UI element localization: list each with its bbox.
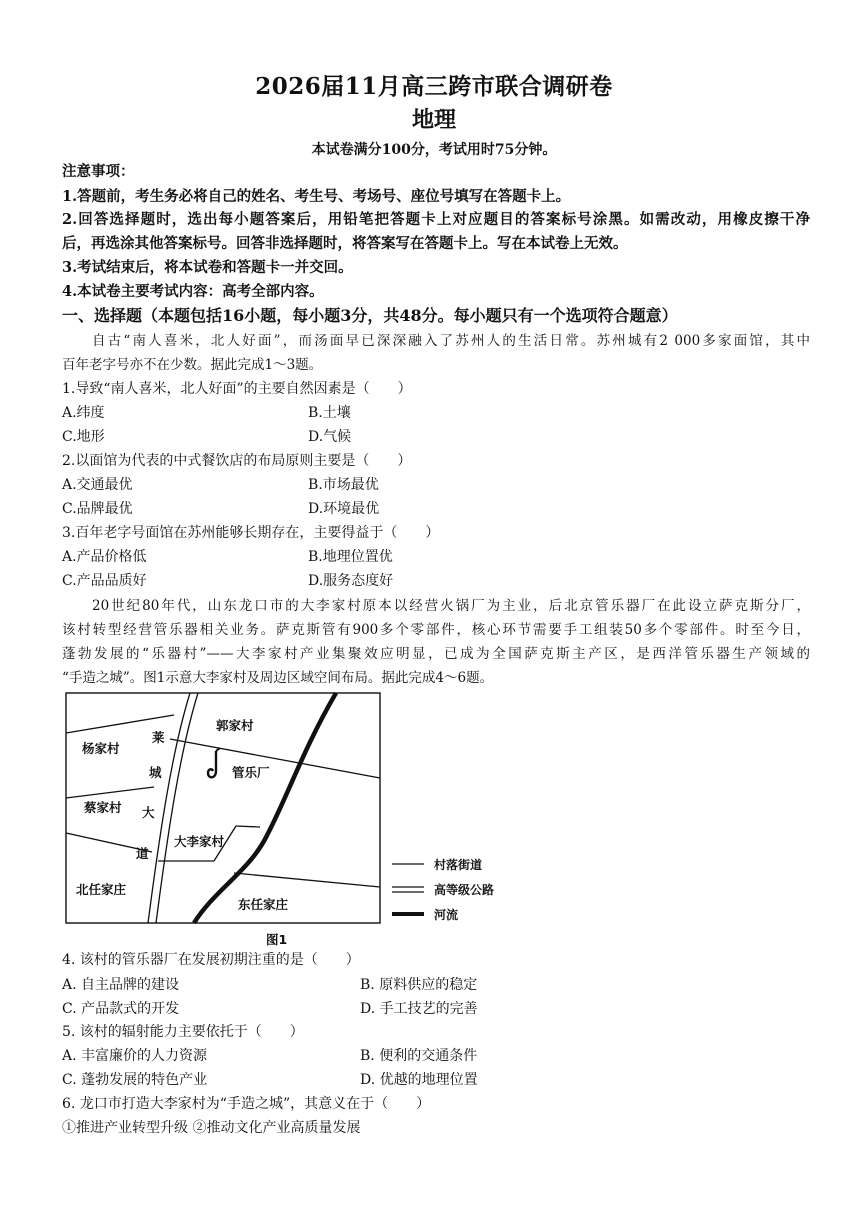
legend-label: 河流 — [434, 908, 459, 922]
figure-caption: 图1 — [266, 932, 288, 947]
q6-statements: ①推进产业转型升级 ②推动文化产业高质量发展 — [62, 1120, 361, 1136]
option[interactable]: C.地形 — [62, 429, 105, 445]
road-char: 城 — [149, 765, 162, 780]
option[interactable]: C. 蓬勃发展的特色产业 — [62, 1072, 208, 1088]
passage-line: 蓬勃发展的“乐器村”——大李家村产业集聚效应明显，已成为全国萨克斯主产区，是西洋管乐器生产领域的 — [62, 646, 810, 662]
note-item: 1.答题前，考生务必将自己的姓名、考生号、考场号、座位号填写在答题卡上。 — [62, 188, 571, 205]
option[interactable]: A.纬度 — [62, 405, 105, 421]
village-map — [64, 691, 500, 927]
option[interactable]: B. 原料供应的稳定 — [360, 977, 478, 993]
place-label: 蔡家村 — [84, 800, 122, 815]
option[interactable]: C.产品品质好 — [62, 573, 147, 589]
option[interactable]: D. 手工技艺的完善 — [360, 1001, 478, 1017]
street-line — [66, 787, 154, 798]
option[interactable]: C. 产品款式的开发 — [62, 1001, 180, 1017]
option[interactable]: B.市场最优 — [308, 477, 379, 493]
street-line — [170, 739, 380, 778]
note-item: 后，再选涂其他答案标号。回答非选择题时，将答案写在答题卡上。写在本试卷上无效。 — [62, 235, 628, 252]
question-stem: 5. 该村的辐射能力主要依托于（ ） — [62, 1024, 304, 1040]
question-stem: 6. 龙口市打造大李家村为“手造之城”，其意义在于（ ） — [62, 1096, 431, 1112]
place-label: 北任家庄 — [76, 882, 127, 897]
subject-title: 地理 — [411, 107, 456, 133]
question-stem: 4. 该村的管乐器厂在发展初期注重的是（ ） — [62, 952, 360, 968]
option[interactable]: C.品牌最优 — [62, 501, 133, 517]
note-item: 3.考试结束后，将本试卷和答题卡一并交回。 — [62, 259, 353, 276]
option[interactable]: B.地理位置优 — [308, 549, 393, 565]
legend-label: 村落街道 — [434, 858, 483, 872]
place-label: 郭家村 — [216, 718, 254, 733]
passage-line: 该村转型经营管乐器相关业务。萨克斯管有900多个零部件，核心环节需要手工组装50多个零部件。时至今日， — [62, 622, 810, 638]
notes-heading: 注意事项： — [62, 163, 135, 180]
exam-title: 2026届11月高三跨市联合调研卷 — [255, 73, 613, 100]
passage-line: “手造之城”。图1示意大李家村及周边区域空间布局。据此完成4～6题。 — [62, 670, 494, 686]
option[interactable]: A. 丰富廉价的人力资源 — [62, 1048, 208, 1064]
place-label: 杨家村 — [82, 741, 120, 756]
saxophone-icon — [208, 748, 220, 777]
option[interactable]: A. 自主品牌的建设 — [62, 977, 180, 993]
place-label: 大李家村 — [174, 834, 225, 849]
place-label: 东任家庄 — [238, 897, 289, 912]
note-item: 2.回答选择题时，选出每小题答案后，用铅笔把答题卡上对应题目的答案标号涂黑。如需改动，用橡皮擦干净 — [62, 211, 810, 228]
road-char: 莱 — [152, 730, 165, 745]
passage-line: 20世纪80年代，山东龙口市的大李家村原本以经营火锅厂为主业，后北京管乐器厂在此设立萨克斯分厂， — [92, 598, 810, 614]
option[interactable]: D.环境最优 — [308, 501, 380, 517]
street-line — [236, 826, 260, 827]
option[interactable]: A.产品价格低 — [62, 549, 147, 565]
option[interactable]: D.服务态度好 — [308, 573, 394, 589]
option[interactable]: D. 优越的地理位置 — [360, 1072, 478, 1088]
factory-label: 管乐厂 — [232, 765, 270, 780]
option[interactable]: B. 便利的交通条件 — [360, 1048, 478, 1064]
option[interactable]: B.土壤 — [308, 405, 351, 421]
section-heading: 一、选择题（本题包括16小题，每小题3分，共48分。每小题只有一个选项符合题意） — [62, 306, 678, 325]
exam-info: 本试卷满分100分，考试用时75分钟。 — [311, 142, 557, 158]
question-stem: 3.百年老字号面馆在苏州能够长期存在，主要得益于（ ） — [62, 525, 440, 541]
street-line — [234, 873, 380, 887]
option[interactable]: D.气候 — [308, 429, 352, 445]
road-char: 大 — [142, 805, 155, 820]
question-stem: 1.导致“南人喜米，北人好面”的主要自然因素是（ ） — [62, 381, 412, 397]
passage-line: 自古“南人喜米，北人好面”，而汤面早已深深融入了苏州人的生活日常。苏州城有2 000多家面馆，其中 — [92, 333, 810, 349]
note-item: 4.本试卷主要考试内容：高考全部内容。 — [62, 283, 324, 300]
passage-line: 百年老字号亦不在少数。据此完成1～3题。 — [62, 357, 323, 373]
road-char: 道 — [136, 846, 149, 861]
question-stem: 2.以面馆为代表的中式餐饮店的布局原则主要是（ ） — [62, 453, 412, 469]
option[interactable]: A.交通最优 — [62, 477, 133, 493]
legend-label: 高等级公路 — [434, 883, 495, 897]
